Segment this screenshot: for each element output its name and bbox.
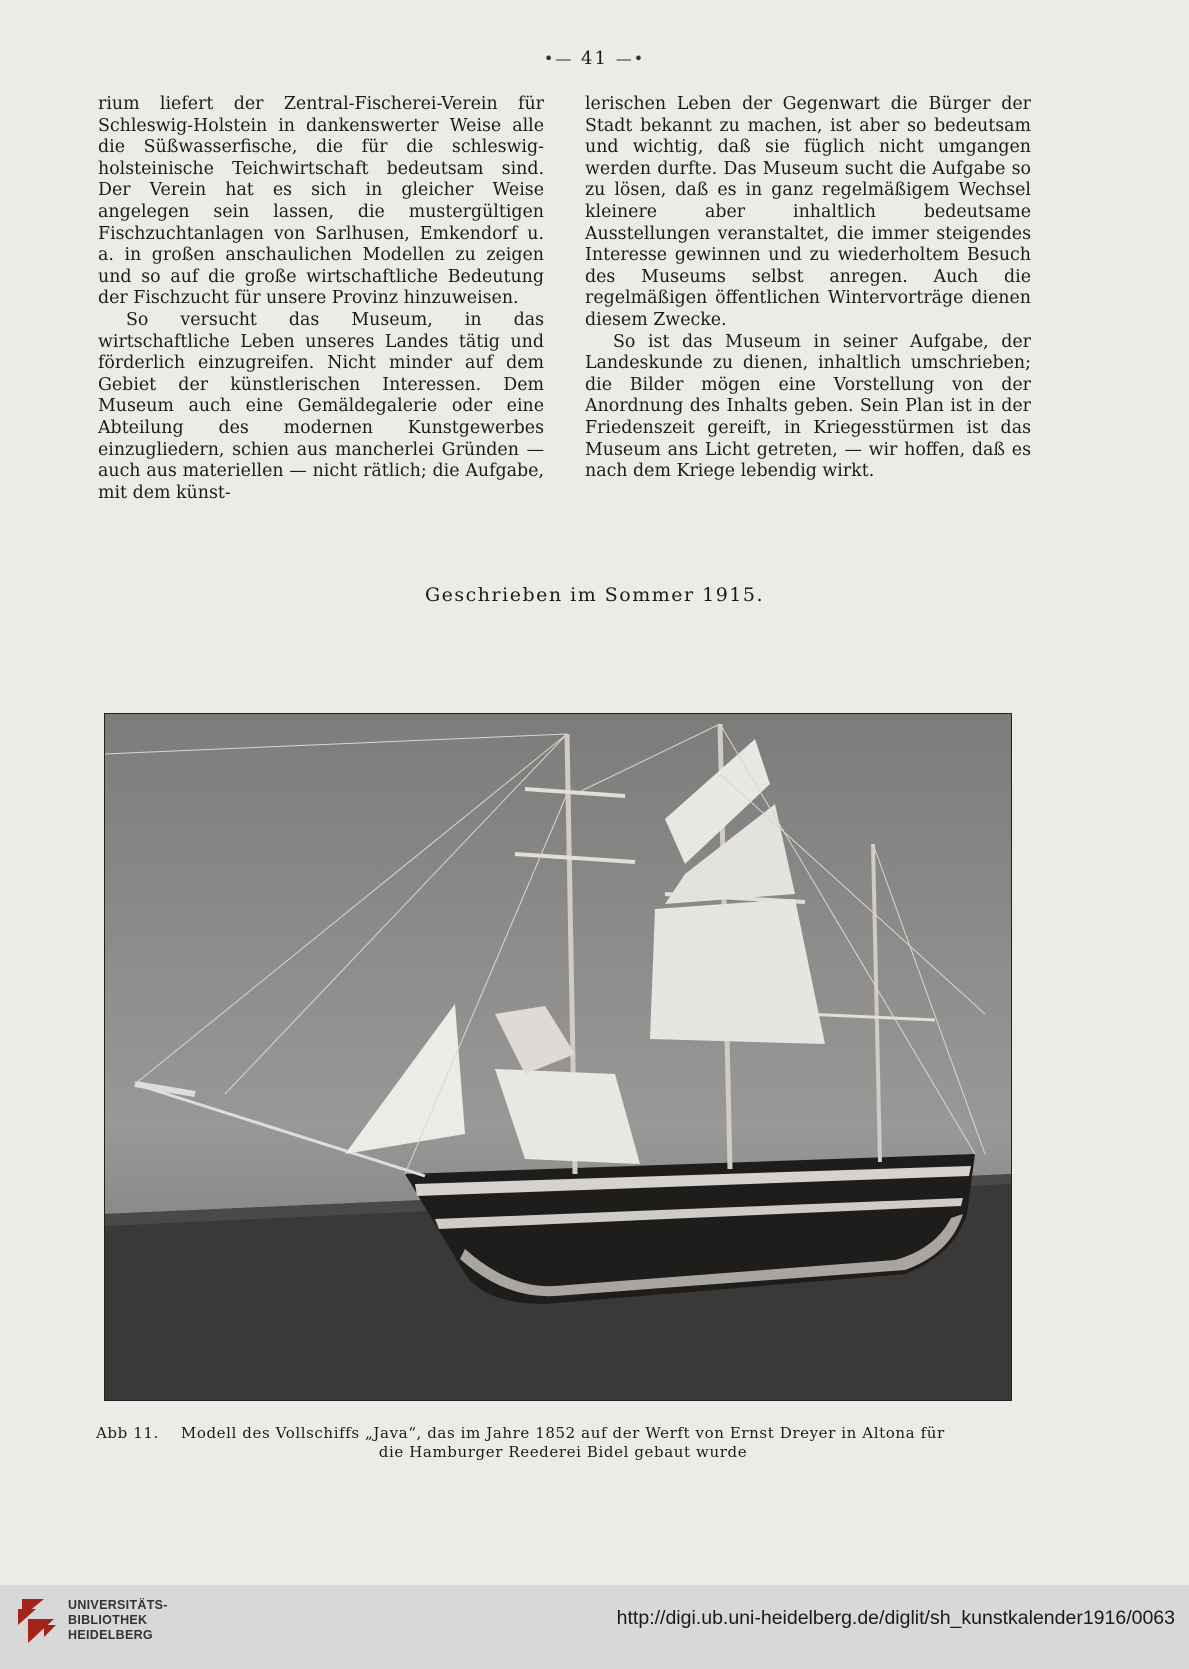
institution-line: UNIVERSITÄTS- bbox=[68, 1598, 168, 1612]
figure-label: Abb 11. bbox=[96, 1424, 159, 1442]
institution-line: BIBLIOTHEK bbox=[68, 1613, 148, 1627]
paragraph: So ist das Museum in seiner Aufgabe, der Landeskunde zu dienen, inhaltlich umschrieben; die Bilder mögen eine Vorstellung von der Anordnung des Inhalts geben. Sein Plan ist in der Friedenszeit gereift, in Kriegesstürmen ist das Museum ans Licht getreten, — wir hoffen, daß es nach dem Kriege lebendig wirkt. bbox=[585, 331, 1031, 482]
ship-model-photo bbox=[104, 713, 1012, 1401]
page-number-value: 41 bbox=[581, 48, 608, 69]
ship-model-illustration bbox=[105, 714, 1011, 1400]
figure-caption bbox=[96, 1424, 1030, 1462]
dated-line: Geschrieben im Sommer 1915. bbox=[424, 584, 765, 606]
page-ornament-right: —• bbox=[615, 49, 646, 68]
text-column-left bbox=[98, 94, 544, 504]
page-number bbox=[0, 48, 1189, 69]
paragraph: So versucht das Museum, in das wirtschaftliche Leben unseres Landes tätig und förderlich einzugreifen. Nicht minder auf dem Gebiet der künstlerischen Interessen. Dem Museum auch eine Gemäldegalerie oder eine Abteilung des modernen Kunstgewerbes einzugliedern, schien aus mancherlei Gründen — auch aus materiellen — nicht rätlich; die Aufgabe, mit dem künst- bbox=[98, 309, 544, 503]
library-footer bbox=[0, 1585, 1189, 1669]
caption-text-1: Modell des Vollschiffs „Java“, das im Jahre 1852 auf der Werft von Ernst Dreyer in Altona für bbox=[180, 1424, 945, 1442]
permalink-url[interactable]: http://digi.ub.uni-heidelberg.de/diglit/sh_kunstkalender1916/0063 bbox=[616, 1607, 1175, 1629]
text-column-right bbox=[585, 94, 1031, 483]
institution-name bbox=[68, 1598, 168, 1643]
paragraph: lerischen Leben der Gegenwart die Bürger der Stadt bekannt zu machen, ist aber so bedeutsam und wichtig, daß sie füglich nicht umgangen werden durfte. Das Museum sucht die Aufgabe so zu lösen, daß es in ganz regelmäßigem Wechsel kleinere aber inhaltlich bedeutsame Ausstellungen veranstaltet, die immer steigendes Interesse gewinnen und zu wiederholtem Besuch des Museums selbst anregen. Auch die regelmäßigen öffentlichen Wintervorträge dienen diesem Zwecke. bbox=[585, 94, 1031, 330]
caption-line-2: die Hamburger Reederei Bidel gebaut wurde bbox=[378, 1443, 748, 1461]
caption-line-1 bbox=[96, 1424, 1030, 1443]
page-ornament-left: •— bbox=[543, 49, 574, 68]
paragraph: rium liefert der Zentral-Fischerei-Verein für Schleswig-Holstein in dankenswerter Weise alle die Süßwasserfische, die für die schleswig-holsteinische Teichwirtschaft bedeutsam sind. Der Verein hat es sich in gleicher Weise angelegen sein lassen, die mustergültigen Fischzuchtanlagen von Sarlhusen, Emkendorf u. a. in großen anschaulichen Modellen zu zeigen und so auf die große wirtschaftliche Bedeutung der Fischzucht für unsere Provinz hinzuweisen. bbox=[98, 94, 544, 309]
institution-line: HEIDELBERG bbox=[68, 1628, 153, 1642]
university-library-logo-icon bbox=[14, 1595, 60, 1647]
